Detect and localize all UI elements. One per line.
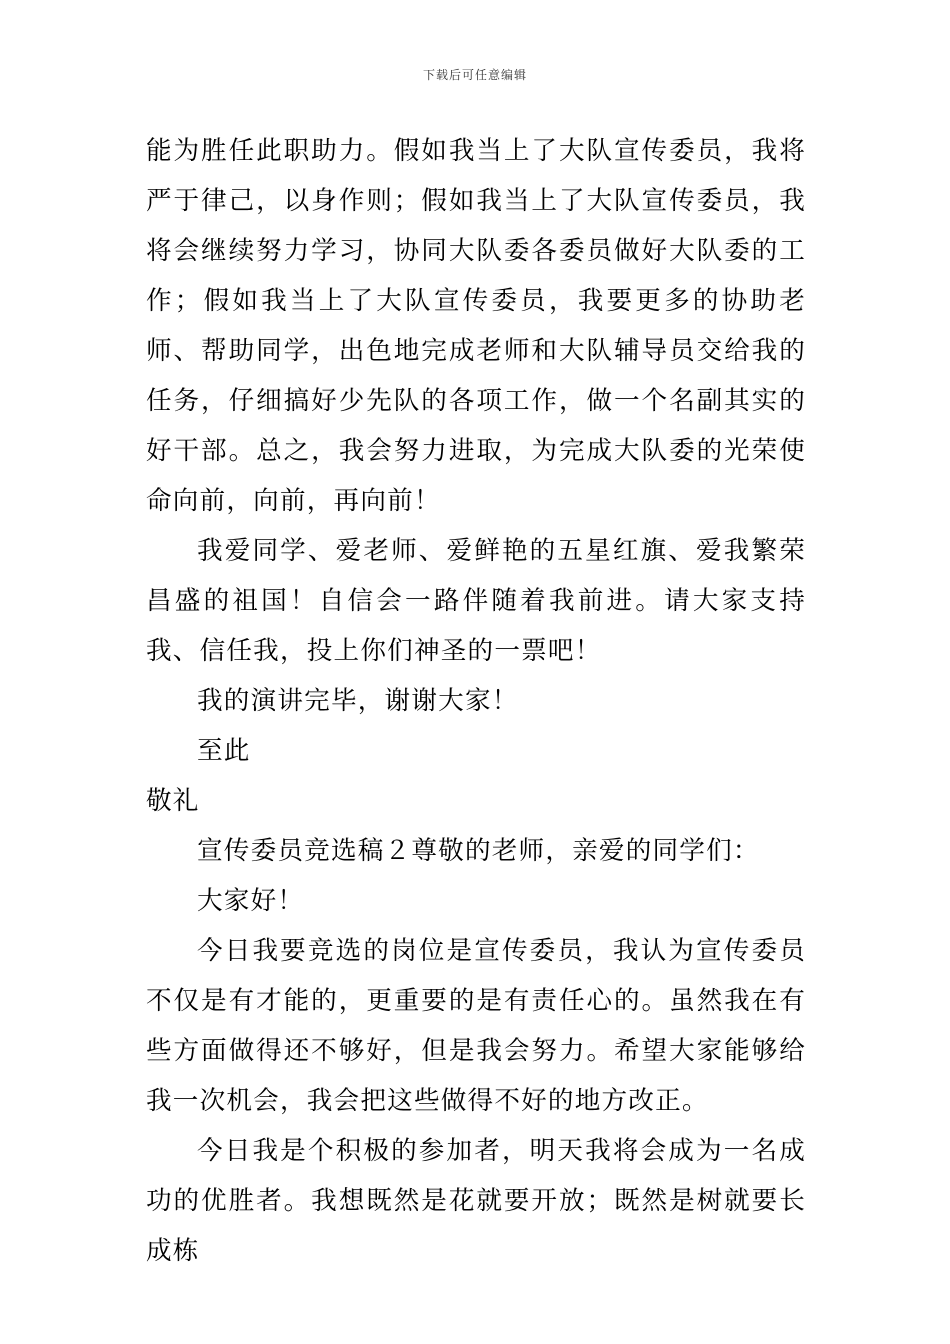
paragraph-jingli: 敬礼	[146, 786, 200, 816]
paragraph-greeting: 大家好！	[197, 886, 305, 916]
document-body	[146, 126, 806, 1276]
paragraph-love: 我爱同学、爱老师、爱鲜艳的五星红旗、爱我繁荣昌盛的祖国！自信会一路伴随着我前进。请大家支持我、信任我，投上你们神圣的一票吧！	[146, 536, 806, 666]
paragraph-zhici: 至此	[197, 736, 251, 766]
paragraph-participant: 今日我是个积极的参加者，明天我将会成为一名成功的优胜者。我想既然是花就要开放；既然是树就要长成栋	[146, 1136, 806, 1266]
paragraph-position: 今日我要竞选的岗位是宣传委员，我认为宣传委员不仅是有才能的，更重要的是有责任心的。虽然我在有些方面做得还不够好，但是我会努力。希望大家能够给我一次机会，我会把这些做得不好的地方改正。	[146, 936, 806, 1116]
paragraph-continuation: 能为胜任此职助力。假如我当上了大队宣传委员，我将严于律己，以身作则；假如我当上了大队宣传委员，我将会继续努力学习，协同大队委各委员做好大队委的工作；假如我当上了大队宣传委员，我要更多的协助老师、帮助同学，出色地完成老师和大队辅导员交给我的任务，仔细搞好少先队的各项工作，做一个名副其实的好干部。总之，我会努力进取，为完成大队委的光荣使命向前，向前，再向前！	[146, 136, 806, 516]
paragraph-speech2-title: 宣传委员竞选稿２尊敬的老师，亲爱的同学们：	[197, 836, 760, 866]
page-header: 下载后可任意编辑	[422, 68, 527, 82]
paragraph-closing: 我的演讲完毕，谢谢大家！	[197, 686, 519, 716]
